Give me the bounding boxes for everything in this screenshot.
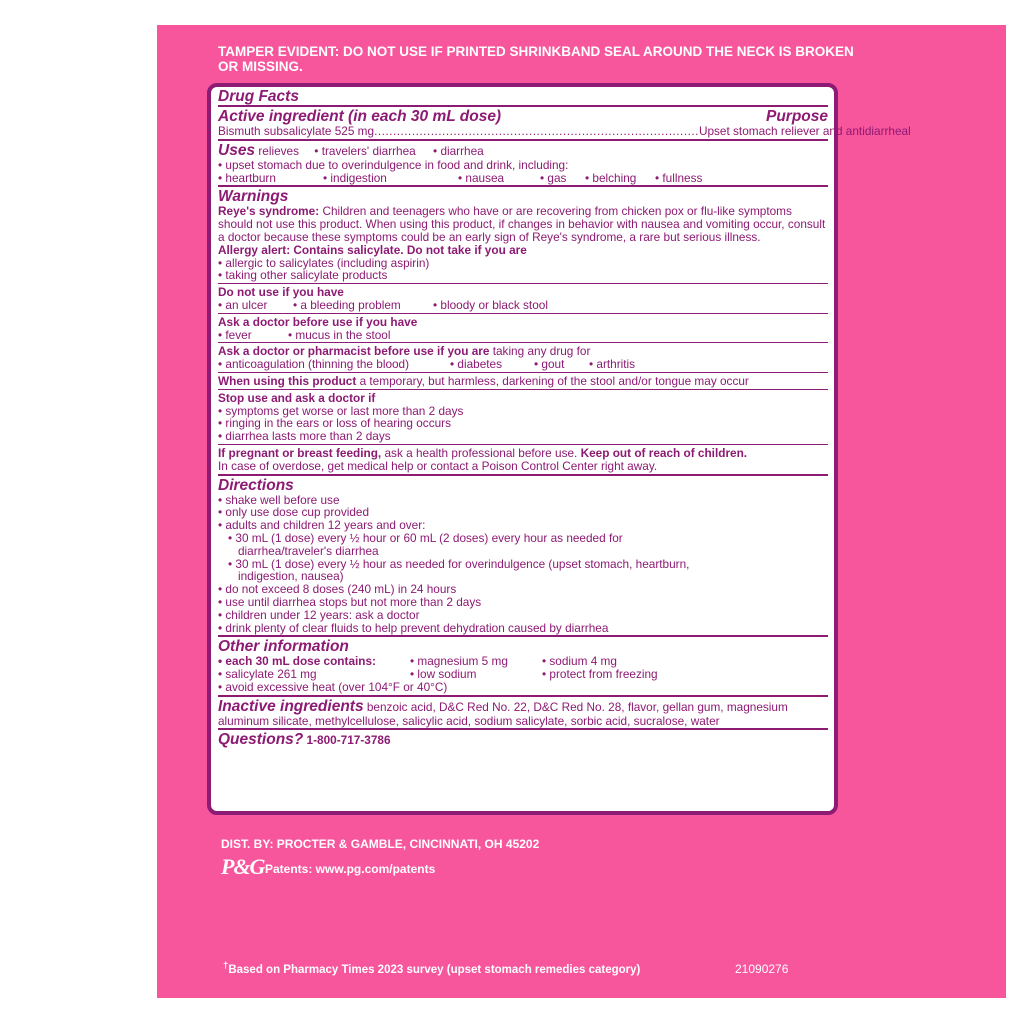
warnings-heading: Warnings	[218, 188, 289, 206]
askp-item: • anticoagulation (thinning the blood)	[218, 357, 410, 372]
askp-item: • diabetes	[450, 357, 503, 372]
preg-heading: If pregnant or breast feeding,	[218, 445, 382, 460]
uses-section	[218, 139, 828, 186]
do-not-use-section	[218, 283, 828, 313]
uses-sub-item: • indigestion	[323, 170, 387, 185]
ask-doctor-section	[218, 313, 828, 343]
askp-item: • gout	[534, 357, 565, 372]
direction-item: • use until diarrhea stops but not more than 2 days	[218, 594, 482, 609]
uses-sub-item: • belching	[585, 170, 637, 185]
other-item: • magnesium 5 mg	[410, 654, 508, 669]
when-using-section	[218, 372, 828, 389]
dnu-item: • bloody or black stool	[433, 297, 548, 312]
direction-item: • drink plenty of clear fluids to help prevent dehydration caused by diarrhea	[218, 620, 609, 635]
questions-section	[218, 728, 828, 749]
footnote	[223, 960, 640, 976]
uses-item: • diarrhea	[433, 143, 484, 158]
askp-item: • arthritis	[589, 357, 636, 372]
ask-item: • mucus in the stool	[288, 327, 391, 342]
active-ingredient-section	[218, 105, 911, 139]
when-heading: When using this product	[218, 373, 357, 388]
directions-heading: Directions	[218, 476, 294, 494]
allergy-item: • taking other salicylate products	[218, 268, 388, 283]
ask-pharmacist-section	[218, 342, 828, 372]
purpose-label: Purpose	[765, 108, 828, 125]
stop-use-section	[218, 389, 828, 444]
askp-heading: Ask a doctor or pharmacist before use if you are	[218, 344, 490, 359]
direction-item: • children under 12 years: ask a doctor	[218, 607, 420, 622]
other-item: • low sodium	[410, 667, 477, 682]
questions-heading: Questions?	[218, 731, 304, 749]
other-item: • avoid excessive heat (over 104°F or 40°C)	[218, 679, 448, 694]
directions-section	[218, 474, 828, 636]
questions-phone: 1-800-717-3786	[306, 733, 391, 748]
ask-heading: Ask a doctor before use if you have	[218, 314, 418, 329]
dot-leader: ......................................................................................	[374, 124, 699, 138]
other-item: • sodium 4 mg	[542, 654, 617, 669]
uses-sub-item: • fullness	[655, 170, 703, 185]
pg-logo: P&G	[221, 854, 265, 879]
other-info-section	[218, 635, 828, 694]
keep-out-warning: Keep out of reach of children.	[580, 445, 748, 460]
package-panel	[157, 25, 1006, 998]
pregnancy-section	[218, 444, 828, 474]
stop-item: • symptoms get worse or last more than 2 days	[218, 403, 464, 418]
ask-item: • fever	[218, 327, 252, 342]
preg-text: ask a health professional before use.	[384, 445, 578, 460]
overdose-text: In case of overdose, get medical help or contact a Poison Control Center right away.	[218, 458, 658, 473]
drug-facts-box	[207, 83, 911, 815]
direction-item: • 30 mL (1 dose) every ½ hour as needed for overindulgence (upset stomach, heartburn,	[228, 556, 690, 571]
drug-facts-title: Drug Facts	[218, 88, 299, 105]
lot-number: 21090276	[735, 962, 789, 976]
dnu-heading: Do not use if you have	[218, 285, 344, 300]
askp-text: taking any drug for	[492, 344, 591, 359]
stop-item: • diarrhea lasts more than 2 days	[218, 429, 391, 444]
direction-item: indigestion, nausea)	[238, 569, 344, 584]
footnote-mark: †	[223, 960, 229, 971]
direction-item: • do not exceed 8 doses (240 mL) in 24 hours	[218, 582, 457, 597]
direction-item: diarrhea/traveler's diarrhea	[238, 543, 379, 558]
stop-item: • ringing in the ears or loss of hearing occurs	[218, 416, 451, 431]
direction-item: • adults and children 12 years and over:	[218, 518, 426, 533]
warnings-section	[218, 185, 828, 283]
inactive-heading: Inactive ingredients	[218, 697, 364, 715]
direction-item: • 30 mL (1 dose) every ½ hour or 60 mL (2 doses) every hour as needed for	[228, 530, 623, 545]
uses-item: • travelers' diarrhea	[314, 143, 416, 158]
stop-heading: Stop use and ask a doctor if	[218, 390, 376, 405]
uses-sub-item: • nausea	[458, 170, 505, 185]
uses-heading: Uses	[218, 141, 256, 159]
reye-label: Reye's syndrome:	[218, 204, 320, 219]
other-item: • protect from freezing	[542, 667, 658, 682]
inactive-section	[218, 695, 828, 729]
uses-sub-item: • gas	[540, 170, 567, 185]
other-item: • salicylate 261 mg	[218, 667, 317, 682]
allergy-alert: Allergy alert: Contains salicylate. Do not take if you are	[218, 242, 527, 257]
uses-sub-item: • heartburn	[218, 170, 276, 185]
tamper-warning: TAMPER EVIDENT: DO NOT USE IF PRINTED SHRINKBAND SEAL AROUND THE NECK IS BROKEN OR MISSING.	[218, 44, 854, 74]
allergy-item: • allergic to salicylates (including aspirin)	[218, 255, 430, 270]
reye-text: Children and teenagers who have or are recovering from chicken pox or flu-like symptoms should not use this product. When using this product, if changes in behavior with nausea and vomiting occur, consult a doctor because these symptoms could be an early sign of Reye's syndrome, a rare but serious illness.	[218, 204, 826, 244]
uses-relieves: relieves	[258, 143, 299, 158]
when-text: a temporary, but harmless, darkening of the stool and/or tongue may occur	[359, 373, 749, 388]
direction-item: • shake well before use	[218, 492, 340, 507]
footnote-text: Based on Pharmacy Times 2023 survey (upset stomach remedies category)	[228, 963, 641, 976]
distributor-line: DIST. BY: PROCTER & GAMBLE, CINCINNATI, OH 45202	[221, 837, 540, 851]
inactive-text: benzoic acid, D&C Red No. 22, D&C Red No. 28, flavor, gellan gum, magnesium aluminum silicate, methylcellulose, salicylic acid, sodium salicylate, sorbic acid, sucralose, water	[218, 699, 788, 728]
uses-line: • upset stomach due to overindulgence in food and drink, including:	[218, 157, 569, 172]
dnu-item: • an ulcer	[218, 297, 268, 312]
other-heading: Other information	[218, 638, 349, 656]
active-heading: Active ingredient (in each 30 mL dose)	[218, 108, 502, 125]
direction-item: • only use dose cup provided	[218, 505, 370, 520]
active-purpose: Upset stomach reliever and antidiarrheal	[698, 124, 911, 138]
dnu-item: • a bleeding problem	[293, 297, 401, 312]
other-contains: • each 30 mL dose contains:	[218, 654, 376, 669]
patents-line: Patents: www.pg.com/patents	[265, 862, 436, 876]
active-ingredient: Bismuth subsalicylate 525 mg	[218, 124, 375, 138]
